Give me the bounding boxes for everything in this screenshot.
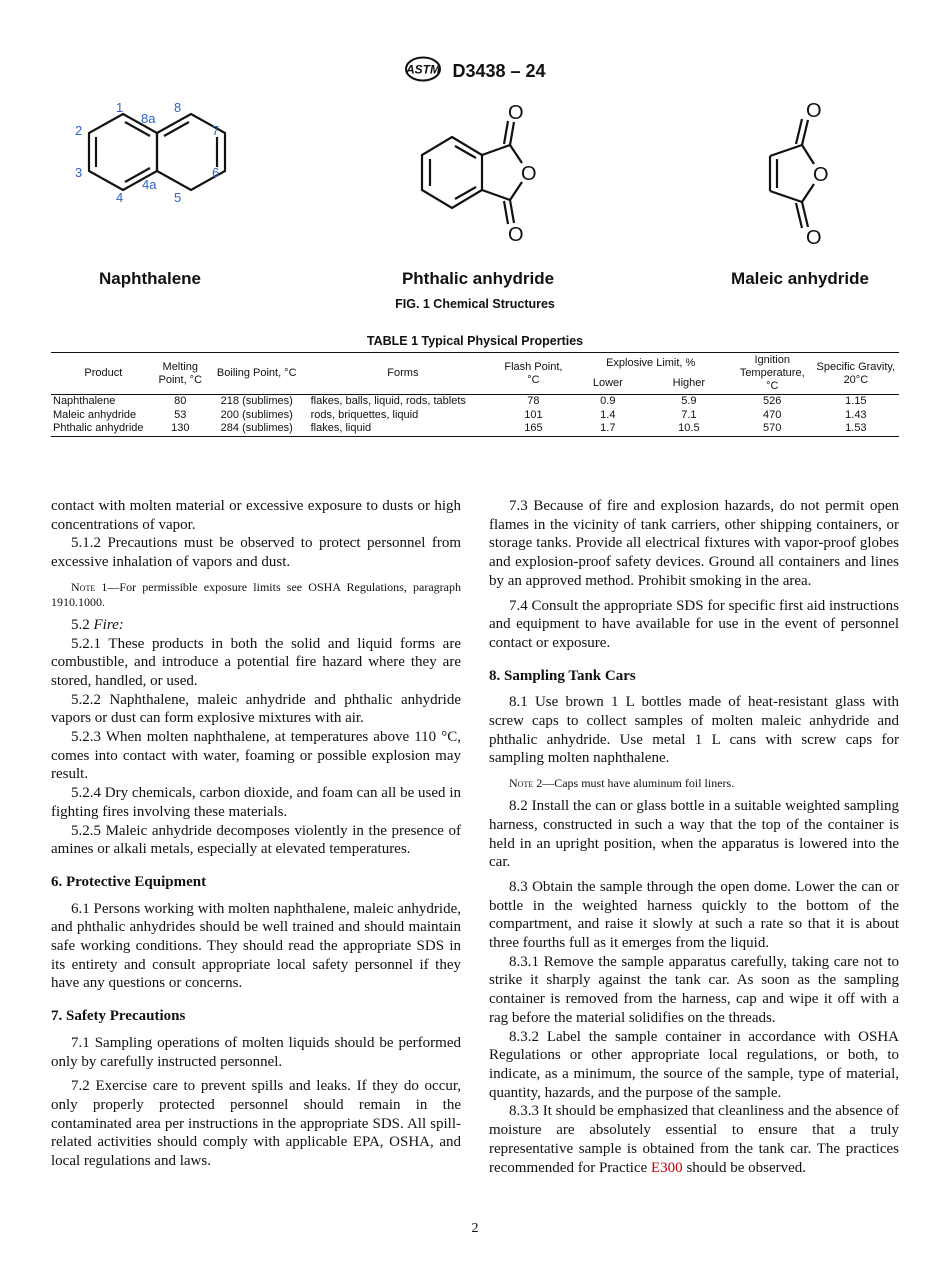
svg-text:ASTM: ASTM	[406, 62, 441, 77]
atom-label: 4a	[142, 177, 157, 192]
note-label: Note 1	[71, 579, 108, 594]
table-cell: 1.43	[845, 408, 867, 421]
table-cell: flakes, balls, liquid, rods, tablets	[310, 395, 466, 407]
table-cell: 101	[524, 408, 543, 421]
table-cell: 1.7	[570, 422, 646, 436]
section-5-2-heading	[51, 616, 461, 635]
note-1	[51, 580, 461, 610]
table-cell: 570	[732, 422, 813, 436]
astm-logo-icon	[404, 56, 442, 87]
paragraph-8-3-1: 8.3.1 Remove the sample apparatus carefully, taking care not to strike it sharply against the tank car. As soon as the sampling container is removed from the harness, cap and wipe it off with a rag before the material solidifies on the threads.	[489, 953, 899, 1026]
table-cell: 1.53	[813, 422, 899, 436]
table-cell: Phthalic anhydride	[51, 422, 156, 436]
atom-label: 7	[212, 123, 220, 138]
table-cell: 53	[174, 408, 187, 421]
physical-properties-table	[51, 352, 899, 437]
paragraph-7-2: 7.2 Exercise care to prevent spills and leaks. If they do occur, only properly protected personnel should remain in the contaminated area per instructions in the appropriate SDS. All spill-related activities should comply with applicable EPA, OSHA, and local regulations and laws.	[51, 1078, 461, 1170]
table-cell: flakes, liquid	[309, 422, 498, 436]
table-cell: 165	[497, 422, 570, 436]
section-7-heading: 7. Safety Precautions	[51, 1008, 186, 1025]
atom-label: O	[508, 102, 524, 124]
table-cell: 526	[763, 395, 782, 407]
paragraph-8-2: 8.2 Install the can or glass bottle in a suitable weighted sampling harness, constructed in such a way that the top of the container is held in an upright position, when the apparatus is lowered into the car.	[489, 798, 899, 871]
molecule-name: Naphthalene	[98, 269, 202, 288]
table-cell: 218 (sublimes)	[220, 395, 293, 407]
table-cell: 7.1	[681, 408, 697, 421]
col-header-ignition-temp: Ignition Temperature, °C	[732, 353, 813, 395]
paragraph-5-2-5: 5.2.5 Maleic anhydride decomposes violently in the presence of amines or alkali metals, especially at elevated temperatures.	[51, 822, 461, 858]
right-column	[489, 497, 899, 1177]
table-cell: 284 (sublimes)	[205, 422, 309, 436]
table-cell: 1.4	[600, 408, 616, 421]
section-number: 5.2	[71, 616, 90, 633]
table-cell: 0.9	[600, 395, 616, 407]
col-header-melting-point: Melting Point, °C	[156, 353, 205, 395]
col-header-lower: Lower	[570, 374, 646, 395]
atom-label: O	[806, 100, 822, 122]
table-row	[51, 395, 899, 409]
standard-designation: D3438 – 24	[452, 61, 546, 81]
paragraph-text: 8.3.3 It should be emphasized that cleanliness and the absence of moisture are absolutely essential to ensure that a truly representative sample is obtained from the tank car. The practices recommended for Practice	[489, 1103, 899, 1176]
note-2	[489, 776, 899, 791]
paragraph-8-3: 8.3 Obtain the sample through the open dome. Lower the can or bottle in the weighted harness quickly to the bottom of the compartment, and raise it slowly at such a rate so that it is about three fourths full as it emerges from the liquid.	[489, 878, 899, 952]
table-cell: Naphthalene	[53, 395, 116, 407]
table-cell: 5.9	[681, 395, 697, 407]
atom-label: 4	[116, 190, 124, 205]
atom-label: O	[813, 164, 829, 186]
paragraph-5-2-3: 5.2.3 When molten naphthalene, at temperatures above 110 °C, comes into contact with water, foaming or possible explosion may result.	[51, 729, 461, 783]
section-6-heading: 6. Protective Equipment	[51, 873, 207, 890]
atom-label: O	[521, 163, 537, 185]
paragraph-7-3: 7.3 Because of fire and explosion hazards, do not permit open flames in the vicinity of tank carriers, other shipping containers, or storage tanks. Provide all electrical fixtures with vapor-proof globes and explosion-proof safety devices. Ground all containers and lines by an approved method. Prohibit smoking in the area.	[489, 498, 899, 589]
section-title: Fire:	[93, 616, 124, 633]
table-row	[51, 422, 899, 436]
phthalic-anhydride-structure	[410, 100, 560, 245]
atom-label: 1	[116, 100, 124, 115]
col-header-flash-point: Flash Point, °C	[497, 353, 570, 395]
table-row	[51, 409, 899, 423]
section-8-heading: 8. Sampling Tank Cars	[489, 667, 636, 684]
col-header-explosive-limit: Explosive Limit, %	[570, 353, 732, 374]
atom-label: 8a	[141, 111, 156, 126]
table-cell: 1.15	[845, 395, 867, 407]
col-header-higher: Higher	[646, 374, 732, 395]
paragraph-8-3-3	[489, 1102, 899, 1177]
paragraph-text: should be observed.	[682, 1159, 806, 1176]
note-text: —For permissible exposure limits see OSHA Regulations, paragraph 1910.1000.	[51, 579, 461, 609]
col-header-specific-gravity: Specific Gravity, 20°C	[813, 353, 899, 395]
left-column	[51, 497, 461, 1171]
table-cell: 470	[763, 408, 782, 421]
atom-label: 6	[212, 165, 220, 180]
table-title: TABLE 1 Typical Physical Properties	[366, 334, 584, 348]
col-header-forms: Forms	[309, 353, 498, 395]
col-header-boiling-point: Boiling Point, °C	[205, 353, 309, 395]
molecule-name: Phthalic anhydride	[401, 269, 555, 288]
maleic-anhydride-structure	[752, 98, 842, 248]
paragraph-7-4: 7.4 Consult the appropriate SDS for specific first aid instructions and equipment to have available for use in the event of personnel contact or exposure.	[489, 597, 899, 651]
molecule-name: Maleic anhydride	[731, 269, 869, 288]
atom-label: 8	[174, 100, 182, 115]
paragraph-6-1: 6.1 Persons working with molten naphthalene, maleic anhydride, and phthalic anhydrides should be well trained and should maintain safe working conditions. They should read the appropriate SDS in its entirety and consult appropriate local safety personnel if they have any questions or concerns.	[51, 900, 461, 992]
note-label: Note 2	[509, 776, 543, 791]
paragraph-8-1: 8.1 Use brown 1 L bottles made of heat-resistant glass with screw caps to collect samples of molten maleic anhydride and phthalic anhydride. Use metal 1 L cans with screw caps for sampling molten naphthalene.	[489, 694, 899, 767]
paragraph-7-1: 7.1 Sampling operations of molten liquids should be performed only by carefully instructed personnel.	[51, 1034, 461, 1070]
practice-e300-link[interactable]: E300	[651, 1159, 683, 1176]
atom-label: O	[508, 224, 524, 245]
table-cell: Maleic anhydride	[53, 408, 137, 421]
paragraph-5-2-4: 5.2.4 Dry chemicals, carbon dioxide, and foam can all be used in fighting fires involving these materials.	[51, 785, 461, 820]
atom-label: 5	[174, 190, 182, 205]
table-cell: 78	[527, 395, 540, 407]
table-cell: 200 (sublimes)	[220, 408, 293, 421]
paragraph-8-3-2: 8.3.2 Label the sample container in accordance with OSHA Regulations or other appropriate local regulations, or both, to indicate, as a minimum, the source of the sample, type of material, quantity, hazards, and the purpose of the sample.	[489, 1028, 899, 1101]
figure-caption: FIG. 1 Chemical Structures	[395, 297, 555, 311]
page-number: 2	[471, 1221, 479, 1236]
paragraph-5-2-2: 5.2.2 Naphthalene, maleic anhydride and phthalic anhydride vapors or dust can form explosive mixtures with air.	[51, 691, 461, 727]
paragraph-5-2-1: 5.2.1 These products in both the solid and liquid forms are combustible, and introduce a potential fire hazard where they are stored, handled, or used.	[51, 635, 461, 689]
table-cell: 10.5	[646, 422, 732, 436]
paragraph-5-1-2: 5.1.2 Precautions must be observed to protect personnel from excessive inhalation of vapors and dust.	[51, 535, 461, 571]
page-header	[0, 56, 950, 87]
atom-label: 3	[75, 165, 83, 180]
paragraph: contact with molten material or excessive exposure to dusts or high concentrations of vapor.	[51, 498, 461, 533]
naphthalene-structure	[70, 95, 240, 210]
note-text: —Caps must have aluminum foil liners.	[542, 776, 735, 791]
table-cell: 130	[156, 422, 205, 436]
atom-label: 2	[75, 123, 83, 138]
table-cell: rods, briquettes, liquid	[310, 408, 419, 421]
atom-label: O	[806, 227, 822, 248]
table-cell: 80	[174, 395, 187, 407]
col-header-product: Product	[51, 353, 156, 395]
